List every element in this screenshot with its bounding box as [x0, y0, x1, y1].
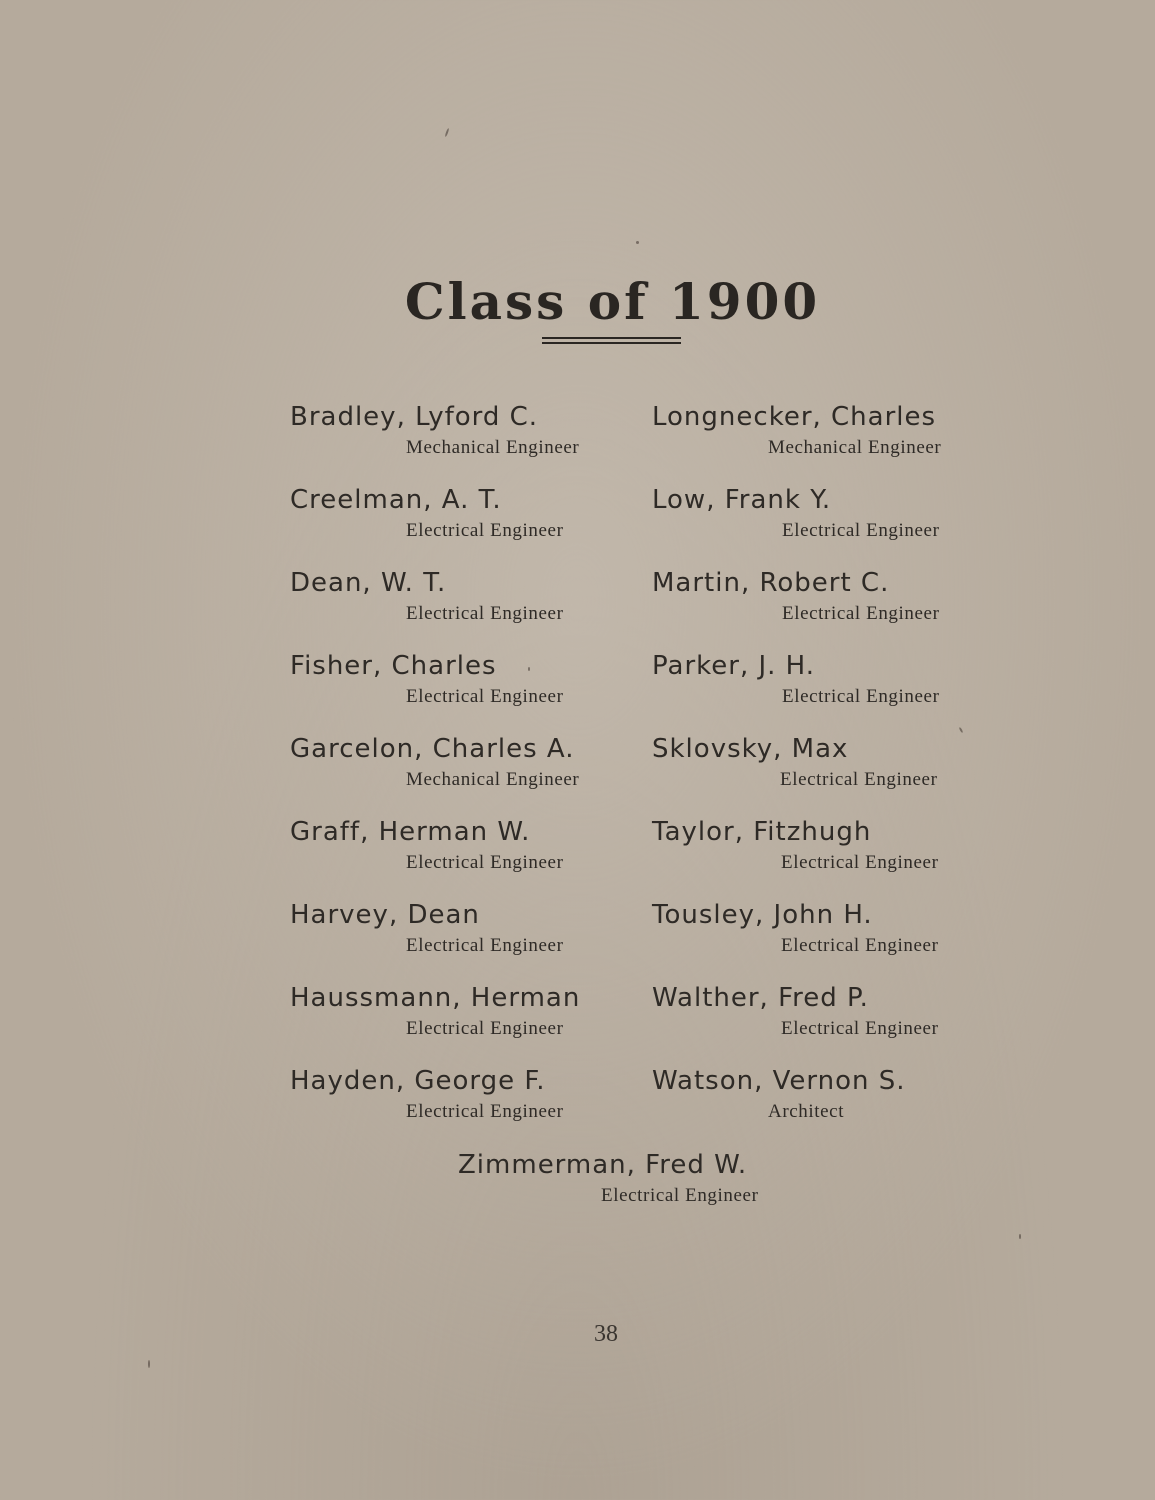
student-name: Fisher, Charles	[290, 651, 497, 681]
list-item	[290, 564, 690, 647]
list-item	[290, 813, 690, 896]
student-degree: Electrical Engineer	[782, 603, 940, 624]
paper-speck	[528, 667, 530, 671]
student-name: Low, Frank Y.	[652, 485, 832, 515]
student-name: Taylor, Fitzhugh	[652, 817, 872, 847]
list-item	[290, 647, 690, 730]
paper-speck	[1019, 1234, 1021, 1239]
left-column	[290, 398, 690, 1145]
student-name: Graff, Herman W.	[290, 817, 531, 847]
student-name: Longnecker, Charles	[652, 402, 937, 432]
list-item	[290, 730, 690, 813]
student-name: Haussmann, Herman	[290, 983, 581, 1013]
student-degree: Architect	[768, 1101, 845, 1122]
student-name: Garcelon, Charles A.	[290, 734, 575, 764]
list-item	[652, 398, 1052, 481]
list-item	[652, 481, 1052, 564]
student-name: Parker, J. H.	[652, 651, 816, 681]
list-item	[290, 1062, 690, 1145]
student-degree: Mechanical Engineer	[768, 437, 942, 458]
list-item	[652, 564, 1052, 647]
student-name: Watson, Vernon S.	[652, 1066, 906, 1096]
student-degree: Electrical Engineer	[780, 769, 938, 790]
student-degree: Electrical Engineer	[601, 1185, 759, 1206]
list-item	[652, 730, 1052, 813]
student-degree: Mechanical Engineer	[406, 769, 580, 790]
student-name: Dean, W. T.	[290, 568, 447, 598]
student-name: Martin, Robert C.	[652, 568, 890, 598]
student-name: Zimmerman, Fred W.	[458, 1150, 748, 1180]
paper-speck	[636, 241, 639, 244]
title-underline	[542, 337, 681, 339]
paper-speck	[445, 128, 450, 137]
student-name: Sklovsky, Max	[652, 734, 849, 764]
student-degree: Electrical Engineer	[781, 852, 939, 873]
student-name: Harvey, Dean	[290, 900, 480, 930]
student-degree: Electrical Engineer	[782, 686, 940, 707]
student-degree: Electrical Engineer	[781, 935, 939, 956]
page-title: Class of 1900	[404, 272, 821, 331]
student-name: Hayden, George F.	[290, 1066, 546, 1096]
student-degree: Mechanical Engineer	[406, 437, 580, 458]
student-name: Tousley, John H.	[652, 900, 873, 930]
right-column	[652, 398, 1052, 1145]
list-item	[652, 979, 1052, 1062]
paper-speck	[148, 1360, 150, 1368]
list-item	[652, 813, 1052, 896]
student-name: Walther, Fred P.	[652, 983, 869, 1013]
list-item	[290, 896, 690, 979]
student-degree: Electrical Engineer	[781, 1018, 939, 1039]
student-degree: Electrical Engineer	[406, 1101, 564, 1122]
student-name: Bradley, Lyford C.	[290, 402, 539, 432]
student-name: Creelman, A. T.	[290, 485, 502, 515]
list-item	[652, 1062, 1052, 1145]
list-item	[652, 647, 1052, 730]
student-degree: Electrical Engineer	[406, 852, 564, 873]
student-degree: Electrical Engineer	[406, 603, 564, 624]
list-item	[290, 979, 690, 1062]
list-item	[290, 398, 690, 481]
student-degree: Electrical Engineer	[406, 935, 564, 956]
student-degree: Electrical Engineer	[782, 520, 940, 541]
list-item	[290, 481, 690, 564]
list-item	[458, 1146, 858, 1208]
title-underline-second	[542, 342, 681, 344]
student-degree: Electrical Engineer	[406, 520, 564, 541]
student-degree: Electrical Engineer	[406, 686, 564, 707]
student-degree: Electrical Engineer	[406, 1018, 564, 1039]
page-number: 38	[594, 1321, 618, 1347]
list-item	[652, 896, 1052, 979]
